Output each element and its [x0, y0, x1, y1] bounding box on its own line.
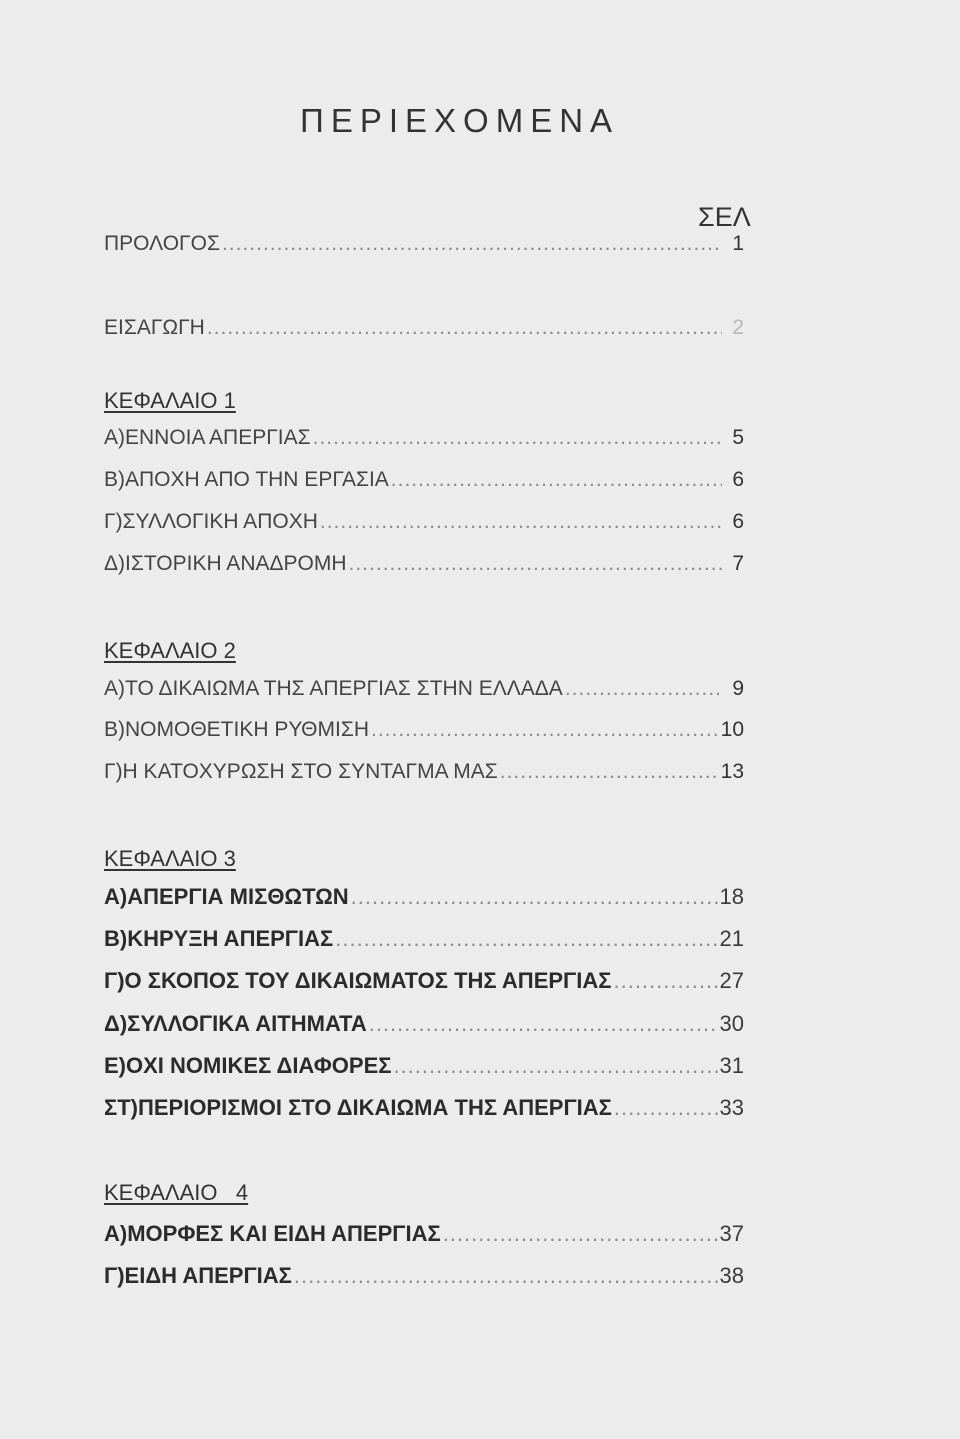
toc-entry: [104, 426, 744, 456]
toc-page-number: 13: [720, 760, 744, 783]
dot-leader: [391, 468, 722, 492]
toc-page-number: 31: [719, 1053, 744, 1078]
page-column-label: ΣΕΛ: [698, 202, 751, 232]
toc-entry: [104, 1221, 744, 1251]
dot-leader: [369, 1011, 718, 1037]
dot-leader: [393, 1053, 717, 1079]
dot-leader: [613, 968, 717, 994]
toc-entry-text: Α)ΕΝΝΟΙΑ ΑΠΕΡΓΙΑΣ: [104, 426, 311, 449]
toc-entry: [104, 316, 744, 346]
toc-entry: [104, 884, 744, 914]
toc-entry: [104, 1011, 744, 1041]
toc-entry-text: Γ)ΣΥΛΛΟΓΙΚΗ ΑΠΟΧΗ: [104, 510, 318, 533]
toc-page-number: 9: [732, 677, 744, 700]
toc-entry-text: Δ)ΙΣΤΟΡΙΚΗ ΑΝΑΔΡΟΜΗ: [104, 552, 347, 575]
toc-entry-text: Α)ΑΠΕΡΓΙΑ ΜΙΣΘΩΤΩΝ: [104, 884, 349, 909]
toc-entry: [104, 677, 744, 707]
toc-page-number: 10: [720, 718, 744, 741]
toc-page-number: 1: [732, 232, 744, 255]
toc-entry: [104, 232, 744, 262]
dot-leader: [565, 677, 722, 701]
toc-entry-text: Γ)ΕΙΔΗ ΑΠΕΡΓΙΑΣ: [104, 1263, 292, 1288]
toc-page-number: 18: [719, 884, 744, 909]
toc-entry: [104, 468, 744, 498]
toc-entry-text: Β)ΚΗΡΥΞΗ ΑΠΕΡΓΙΑΣ: [104, 926, 334, 951]
toc-entry-text: Γ)Η ΚΑΤΟΧΥΡΩΣΗ ΣΤΟ ΣΥΝΤΑΓΜΑ ΜΑΣ: [104, 760, 498, 783]
toc-entry: [104, 1263, 744, 1293]
toc-entry: [104, 552, 744, 582]
toc-page-number: 7: [732, 552, 744, 575]
toc-entry-text: ΠΡΟΛΟΓΟΣ: [104, 232, 220, 255]
toc-entry-text: Α)ΜΟΡΦΕΣ ΚΑΙ ΕΙΔΗ ΑΠΕΡΓΙΑΣ: [104, 1221, 441, 1246]
toc-page-number: 30: [719, 1011, 744, 1036]
toc-entry: [104, 926, 744, 956]
dot-leader: [351, 884, 718, 910]
dot-leader: [320, 510, 722, 534]
chapter-heading: ΚΕΦΑΛΑΙΟ 1: [104, 388, 236, 413]
page-title: ΠΕΡΙΕΧΟΜΕΝΑ: [300, 102, 620, 139]
toc-page-number: 37: [719, 1221, 744, 1246]
toc-entry: [104, 718, 744, 748]
toc-entry-text: Α)ΤΟ ΔΙΚΑΙΩΜΑ ΤΗΣ ΑΠΕΡΓΙΑΣ ΣΤΗΝ ΕΛΛΑΔΑ: [104, 677, 563, 700]
dot-leader: [614, 1095, 718, 1121]
toc-entry-text: Β)ΑΠΟΧΗ ΑΠΟ ΤΗΝ ΕΡΓΑΣΙΑ: [104, 468, 389, 491]
chapter-heading: ΚΕΦΑΛΑΙΟ 2: [104, 638, 236, 663]
toc-entry-text: ΣΤ)ΠΕΡΙΟΡΙΣΜΟΙ ΣΤΟ ΔΙΚΑΙΩΜΑ ΤΗΣ ΑΠΕΡΓΙΑΣ: [104, 1095, 612, 1120]
dot-leader: [335, 926, 717, 952]
toc-entry-text: ΕΙΣΑΓΩΓΗ: [104, 316, 205, 339]
toc-entry-text: Β)ΝΟΜΟΘΕΤΙΚΗ ΡΥΘΜΙΣΗ: [104, 718, 369, 741]
toc-page-number: 5: [732, 426, 744, 449]
toc-entry: [104, 1053, 744, 1083]
dot-leader: [313, 426, 722, 450]
chapter-heading: ΚΕΦΑΛΑΙΟ 4: [104, 1180, 249, 1205]
dot-leader: [371, 718, 719, 742]
chapter-heading: ΚΕΦΑΛΑΙΟ 3: [104, 846, 236, 871]
dot-leader: [443, 1221, 718, 1247]
dot-leader: [207, 316, 722, 340]
toc-page-number: 27: [719, 968, 744, 993]
toc-entry-text: Δ)ΣΥΛΛΟΓΙΚΑ ΑΙΤΗΜΑΤΑ: [104, 1011, 367, 1036]
toc-page-number: 33: [719, 1095, 744, 1120]
dot-leader: [294, 1263, 718, 1289]
dot-leader: [222, 232, 722, 256]
toc-entry: [104, 968, 744, 998]
toc-entry: [104, 1095, 744, 1125]
dot-leader: [349, 552, 722, 576]
toc-entry-text: Γ)Ο ΣΚΟΠΟΣ ΤΟΥ ΔΙΚΑΙΩΜΑΤΟΣ ΤΗΣ ΑΠΕΡΓΙΑΣ: [104, 968, 612, 993]
toc-entry-text: Ε)ΟΧΙ ΝΟΜΙΚΕΣ ΔΙΑΦΟΡΕΣ: [104, 1053, 392, 1078]
toc-entry: [104, 510, 744, 540]
dot-leader: [500, 760, 719, 784]
toc-page-number: 6: [732, 468, 744, 491]
toc-page-number: 21: [719, 926, 744, 951]
toc-page-number: 6: [732, 510, 744, 533]
toc-page-number: 38: [719, 1263, 744, 1288]
toc-entry: [104, 760, 744, 790]
toc-page-number: 2: [732, 316, 744, 339]
